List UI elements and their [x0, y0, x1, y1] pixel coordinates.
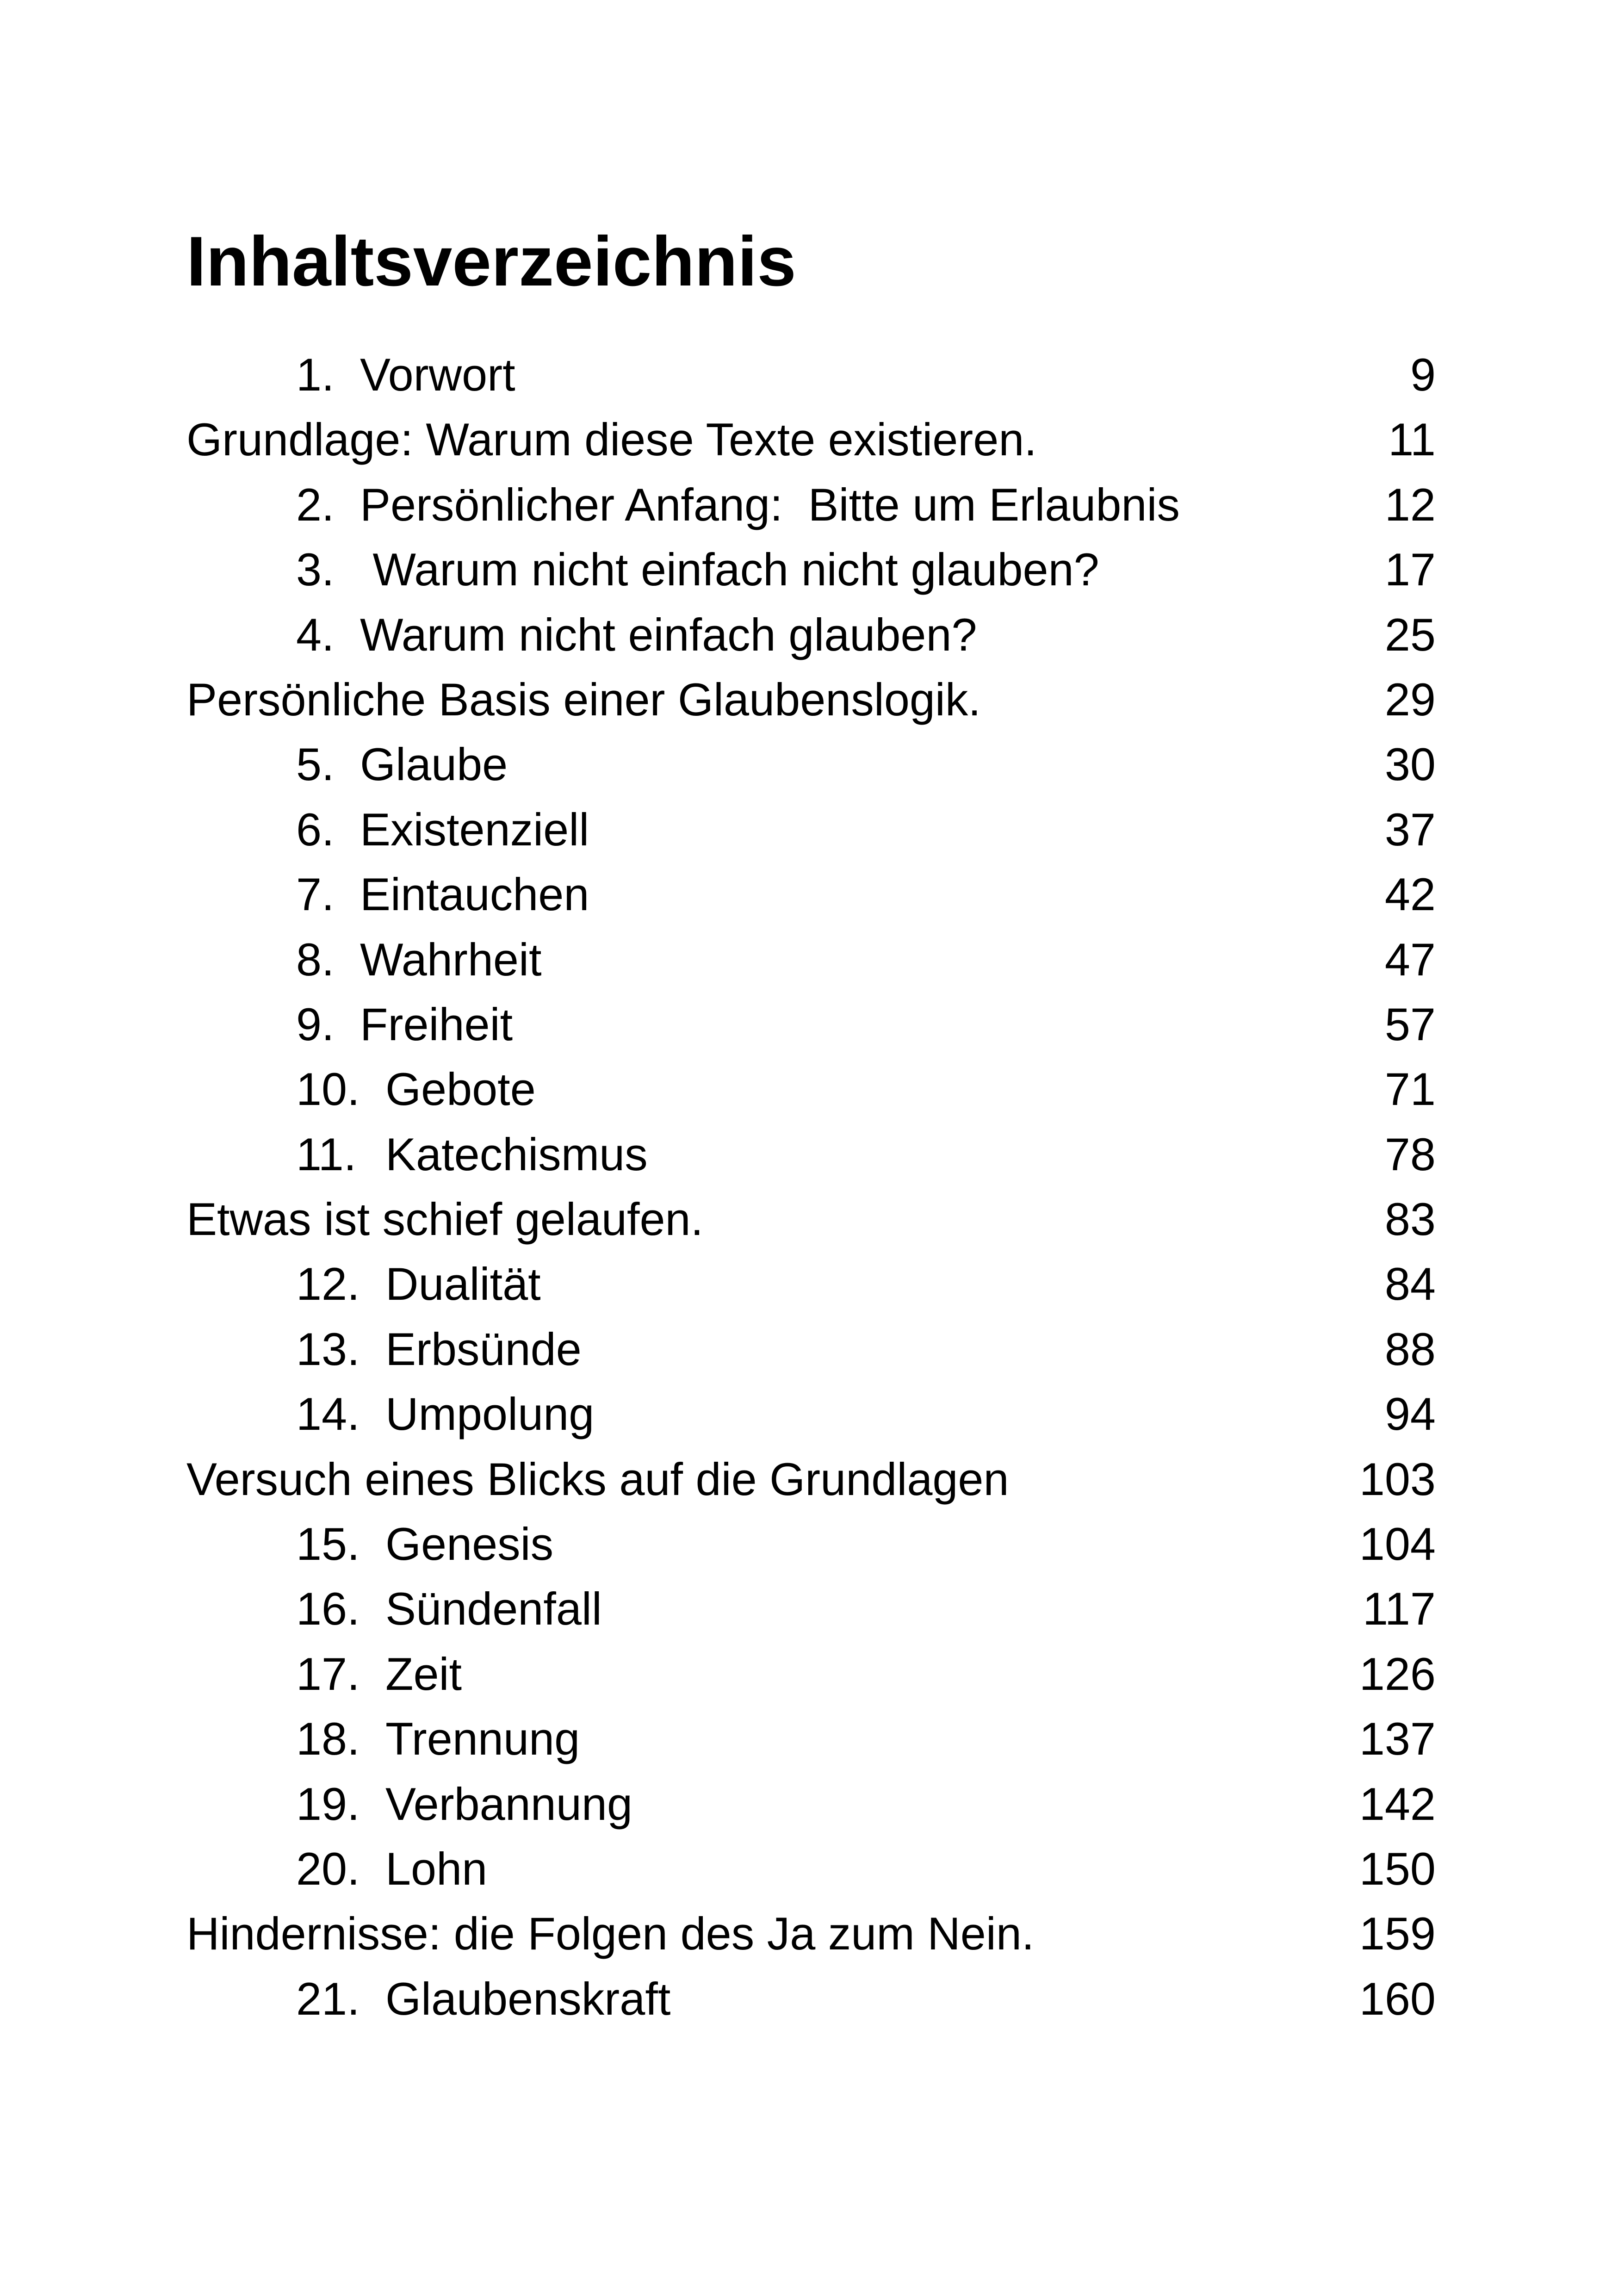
toc-page-number: 84 — [1384, 1258, 1436, 1310]
toc-chapter-row — [186, 472, 1436, 537]
toc-chapter-number: 7. — [296, 869, 335, 920]
toc-chapter-row — [186, 1057, 1436, 1122]
toc-chapter-row — [186, 1382, 1436, 1446]
toc-chapter-number: 16. — [296, 1583, 360, 1635]
toc-section-row — [186, 1187, 1436, 1252]
toc-chapter-row — [186, 732, 1436, 797]
toc-chapter-row — [186, 862, 1436, 927]
toc-page-number: 57 — [1384, 998, 1436, 1050]
toc-chapter-number: 5. — [296, 738, 335, 790]
toc-chapter-title: Erbsünde — [385, 1323, 582, 1375]
toc-chapter-number: 21. — [296, 1973, 360, 2024]
toc-chapter-title: Persönlicher Anfang: Bitte um Erlaubnis — [360, 478, 1180, 530]
toc-page-number: 30 — [1384, 738, 1436, 790]
toc-chapter-row — [186, 1122, 1436, 1187]
toc-chapter-title: Vorwort — [360, 349, 515, 400]
toc-chapter-number: 9. — [296, 998, 335, 1050]
toc-chapter-number: 15. — [296, 1518, 360, 1570]
toc-chapter-row — [186, 1772, 1436, 1837]
toc-page-number: 9 — [1410, 349, 1436, 400]
toc-chapter-row — [186, 537, 1436, 602]
toc-chapter-number: 2. — [296, 478, 335, 530]
toc-page-number: 137 — [1359, 1713, 1436, 1765]
toc-section-title: Versuch eines Blicks auf die Grundlagen — [186, 1453, 1009, 1505]
table-of-contents — [186, 342, 1436, 2031]
toc-chapter-title: Trennung — [385, 1713, 580, 1765]
toc-page-number: 71 — [1384, 1063, 1436, 1115]
toc-chapter-number: 18. — [296, 1713, 360, 1765]
toc-page-number: 17 — [1384, 544, 1436, 596]
toc-chapter-number: 19. — [296, 1778, 360, 1830]
toc-chapter-row — [186, 342, 1436, 407]
toc-chapter-title: Zeit — [385, 1648, 462, 1700]
toc-page-number: 160 — [1359, 1973, 1436, 2024]
toc-section-title: Grundlage: Warum diese Texte existieren. — [186, 414, 1037, 465]
toc-chapter-row — [186, 927, 1436, 992]
toc-chapter-title: Katechismus — [385, 1128, 648, 1180]
toc-section-row — [186, 1901, 1436, 1966]
toc-page-number: 37 — [1384, 803, 1436, 855]
toc-section-title: Hindernisse: die Folgen des Ja zum Nein. — [186, 1908, 1035, 1960]
toc-chapter-title: Freiheit — [360, 998, 513, 1050]
toc-chapter-title: Warum nicht einfach nicht glauben? — [360, 544, 1099, 596]
toc-chapter-number: 12. — [296, 1258, 360, 1310]
toc-page-number: 12 — [1384, 478, 1436, 530]
toc-page-number: 47 — [1384, 933, 1436, 985]
toc-page-number: 104 — [1359, 1518, 1436, 1570]
toc-chapter-title: Dualität — [385, 1258, 541, 1310]
toc-chapter-row — [186, 1252, 1436, 1316]
toc-chapter-number: 11. — [296, 1128, 357, 1180]
toc-chapter-row — [186, 1706, 1436, 1771]
toc-page-number: 103 — [1359, 1453, 1436, 1505]
toc-chapter-number: 6. — [296, 803, 335, 855]
toc-chapter-row — [186, 1837, 1436, 1901]
toc-chapter-row — [186, 1642, 1436, 1706]
toc-section-title: Persönliche Basis einer Glaubenslogik. — [186, 673, 981, 725]
toc-chapter-title: Gebote — [385, 1063, 536, 1115]
toc-chapter-title: Glaubenskraft — [385, 1973, 671, 2024]
toc-chapter-title: Wahrheit — [360, 933, 542, 985]
toc-page-number: 25 — [1384, 608, 1436, 660]
toc-chapter-number: 13. — [296, 1323, 360, 1375]
toc-chapter-title: Eintauchen — [360, 869, 589, 920]
toc-chapter-number: 14. — [296, 1388, 360, 1440]
toc-chapter-row — [186, 797, 1436, 862]
toc-section-title: Etwas ist schief gelaufen. — [186, 1193, 704, 1245]
toc-page-number: 126 — [1359, 1648, 1436, 1700]
toc-page-number: 142 — [1359, 1778, 1436, 1830]
toc-chapter-row — [186, 1576, 1436, 1641]
toc-page-number: 11 — [1388, 414, 1436, 465]
toc-chapter-row — [186, 1967, 1436, 2031]
toc-chapter-row — [186, 602, 1436, 667]
toc-chapter-title: Genesis — [385, 1518, 554, 1570]
toc-section-row — [186, 1447, 1436, 1512]
toc-chapter-number: 8. — [296, 933, 335, 985]
toc-page-number: 150 — [1359, 1843, 1436, 1894]
toc-chapter-title: Lohn — [385, 1843, 488, 1894]
toc-chapter-title: Warum nicht einfach glauben? — [360, 608, 977, 660]
toc-chapter-title: Umpolung — [385, 1388, 595, 1440]
toc-chapter-number: 20. — [296, 1843, 360, 1894]
toc-chapter-row — [186, 992, 1436, 1057]
toc-section-row — [186, 407, 1436, 472]
toc-page-number: 42 — [1384, 869, 1436, 920]
toc-chapter-number: 17. — [296, 1648, 360, 1700]
toc-chapter-title: Verbannung — [385, 1778, 633, 1830]
toc-chapter-number: 1. — [296, 349, 335, 400]
toc-page-number: 94 — [1384, 1388, 1436, 1440]
toc-chapter-row — [186, 1512, 1436, 1576]
toc-page-number: 78 — [1384, 1128, 1436, 1180]
toc-page-number: 159 — [1359, 1908, 1436, 1960]
toc-section-row — [186, 667, 1436, 732]
toc-chapter-title: Glaube — [360, 738, 508, 790]
toc-chapter-number: 3. — [296, 544, 335, 596]
toc-page-number: 88 — [1384, 1323, 1436, 1375]
toc-chapter-title: Sündenfall — [385, 1583, 602, 1635]
toc-chapter-number: 4. — [296, 608, 335, 660]
toc-page-number: 117 — [1363, 1583, 1436, 1635]
page-title: Inhaltsverzeichnis — [186, 222, 796, 301]
toc-chapter-row — [186, 1317, 1436, 1382]
toc-page-number: 83 — [1384, 1193, 1436, 1245]
toc-chapter-number: 10. — [296, 1063, 360, 1115]
toc-page-number: 29 — [1384, 673, 1436, 725]
toc-chapter-title: Existenziell — [360, 803, 589, 855]
